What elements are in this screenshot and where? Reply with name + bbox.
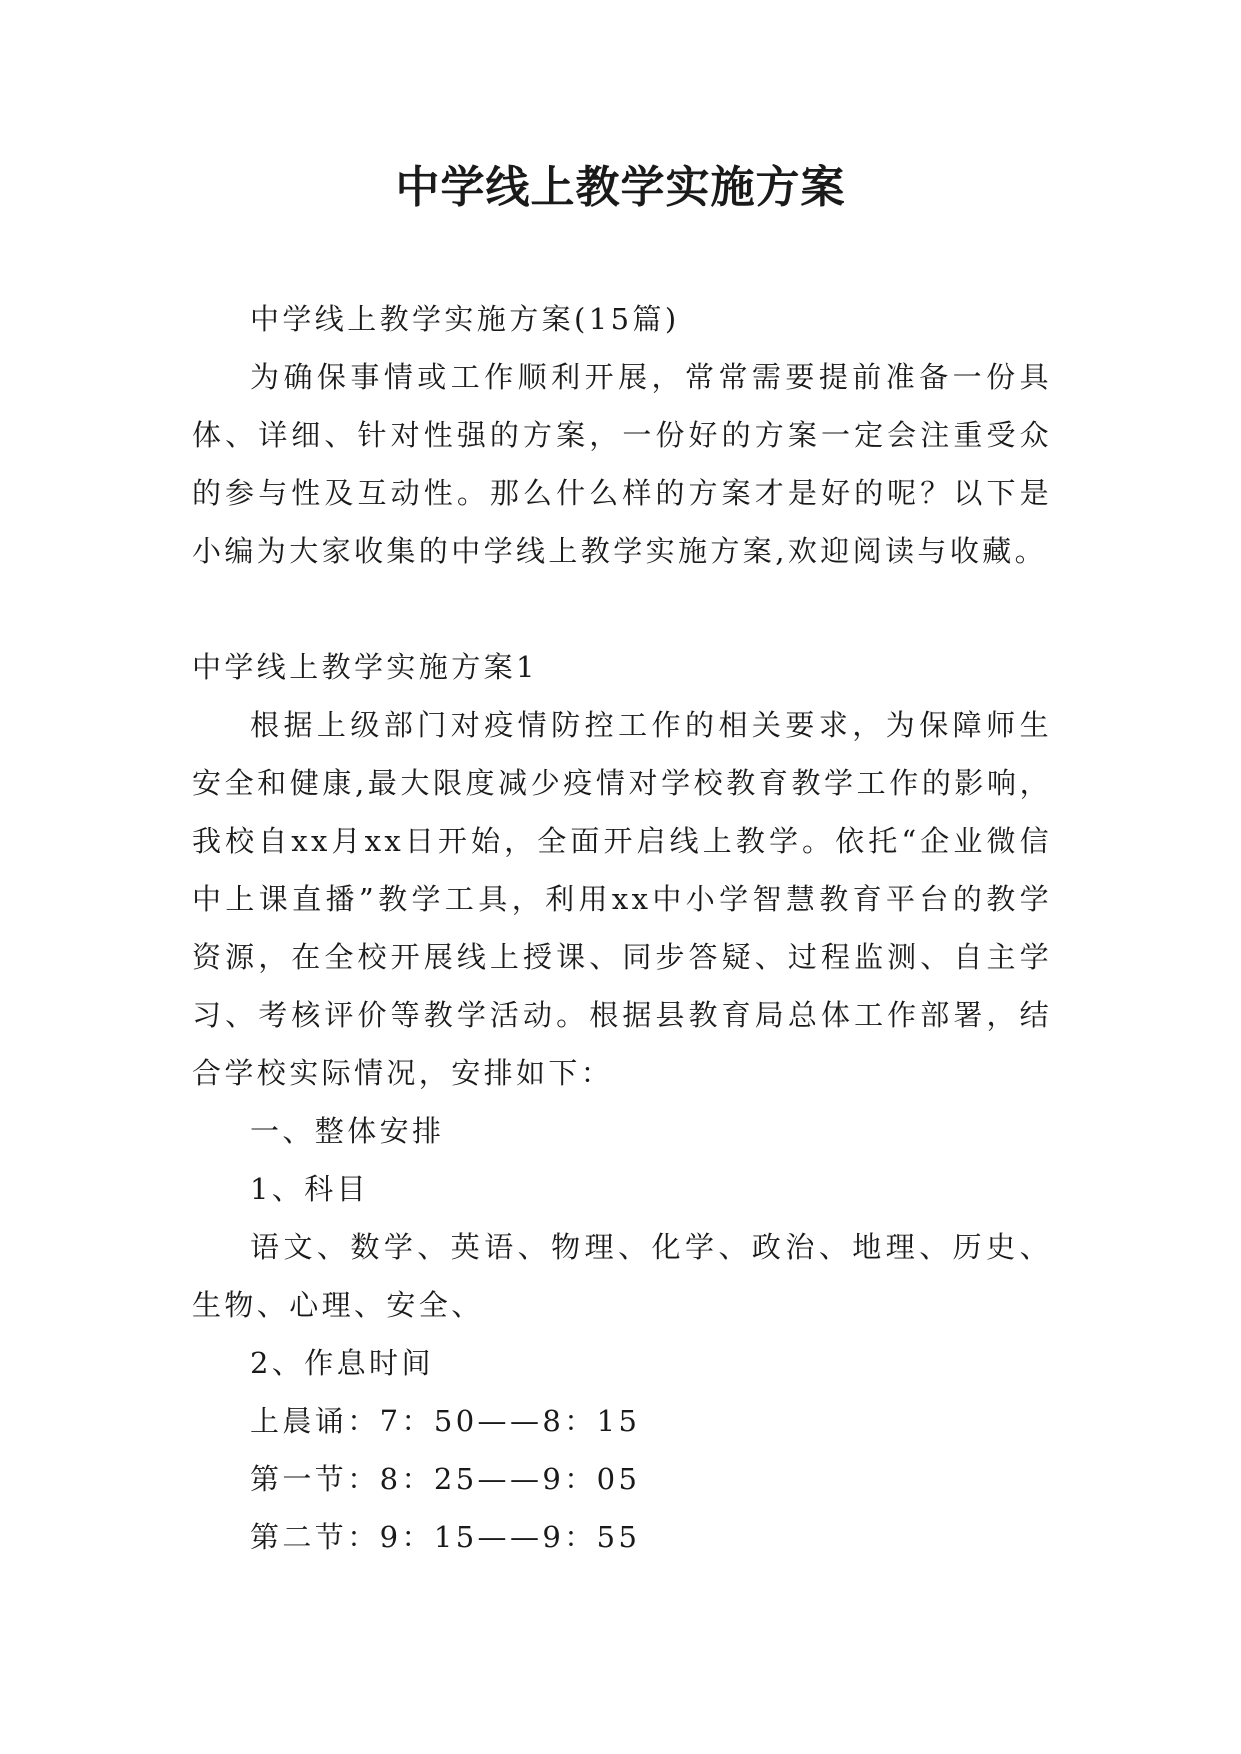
section1-heading: 中学线上教学实施方案1	[192, 650, 538, 684]
schedule-item: 第二节：9：15——9：55	[250, 1520, 641, 1554]
schedule-heading: 2、作息时间	[250, 1346, 434, 1380]
part1-heading: 一、整体安排	[250, 1114, 445, 1148]
subjects-text: 语文、数学、英语、物理、化学、政治、地理、历史、生物、心理、安全、	[192, 1230, 1052, 1322]
schedule-item: 上晨诵：7：50——8：15	[250, 1404, 641, 1438]
intro-paragraph: 为确保事情或工作顺利开展，常常需要提前准备一份具体、详细、针对性强的方案，一份好的方案一定会注重受众的参与性及互动性。那么什么样的方案才是好的呢？以下是小编为大家收集的中学线上教学实施方案,欢迎阅读与收藏。	[192, 360, 1052, 568]
subjects-heading: 1、科目	[250, 1172, 370, 1206]
section-spacer	[192, 580, 1052, 638]
intro-subtitle: 中学线上教学实施方案(15篇)	[250, 302, 680, 336]
schedule-item: 第一节：8：25——9：05	[250, 1462, 641, 1496]
document-title: 中学线上教学实施方案	[395, 162, 846, 213]
section1-paragraph: 根据上级部门对疫情防控工作的相关要求，为保障师生安全和健康,最大限度减少疫情对学校教育教学工作的影响，我校自xx月xx日开始，全面开启线上教学。依托“企业微信中上课直播”教学工具，利用xx中小学智慧教育平台的教学资源，在全校开展线上授课、同步答疑、过程监测、自主学习、考核评价等教学活动。根据县教育局总体工作部署，结合学校实际情况，安排如下：	[192, 708, 1052, 1090]
document-body	[192, 290, 1052, 1566]
